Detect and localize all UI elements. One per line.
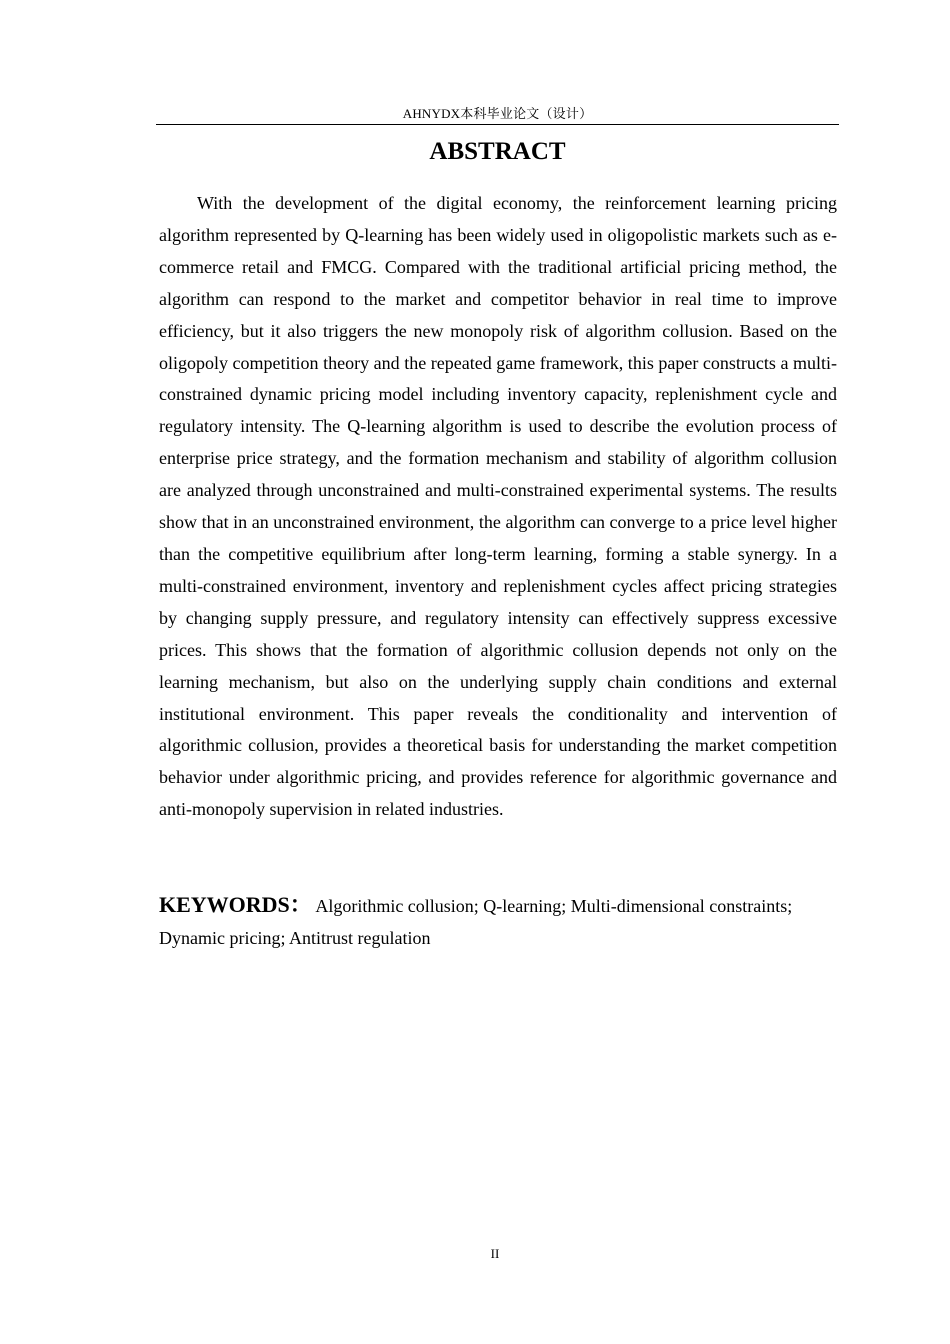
page-number: II	[490, 1246, 500, 1261]
keywords-section	[159, 889, 837, 954]
abstract-paragraph: With the development of the digital economy, the reinforcement learning pricing algorithm represented by Q-learning has been widely used in oligopolistic markets such as e-commerce retail and FMCG. Compared with the traditional artificial pricing method, the algorithm can respond to the market and competitor behavior in real time to improve efficiency, but it also triggers the new monopoly risk of algorithm collusion. Based on the oligopoly competition theory and the repeated game framework, this paper constructs a multi-constrained dynamic pricing model including inventory capacity, replenishment cycle and regulatory intensity. The Q-learning algorithm is used to describe the evolution process of enterprise price strategy, and the formation mechanism and stability of algorithm collusion are analyzed through unconstrained and multi-constrained experimental systems. The results show that in an unconstrained environment, the algorithm can converge to a price level higher than the competitive equilibrium after long-term learning, forming a stable synergy. In a multi-constrained environment, inventory and replenishment cycles affect pricing strategies by changing supply pressure, and regulatory intensity can effectively suppress excessive prices. This shows that the formation of algorithmic collusion depends not only on the learning mechanism, but also on the underlying supply chain conditions and external institutional environment. This paper reveals the conditionality and intervention of algorithmic collusion, provides a theoretical basis for understanding the market competition behavior under algorithmic pricing, and provides reference for algorithmic governance and anti-monopoly supervision in related industries.	[159, 193, 837, 820]
keywords-text: Algorithmic collusion; Q-learning; Multi-dimensional constraints; Dynamic pricing; Antitrust regulation	[159, 896, 793, 948]
running-header: AHNYDX本科毕业论文（设计）	[402, 106, 593, 121]
header-rule	[156, 124, 839, 125]
page-title: ABSTRACT	[429, 138, 566, 165]
keywords-label: KEYWORDS：	[159, 892, 312, 917]
